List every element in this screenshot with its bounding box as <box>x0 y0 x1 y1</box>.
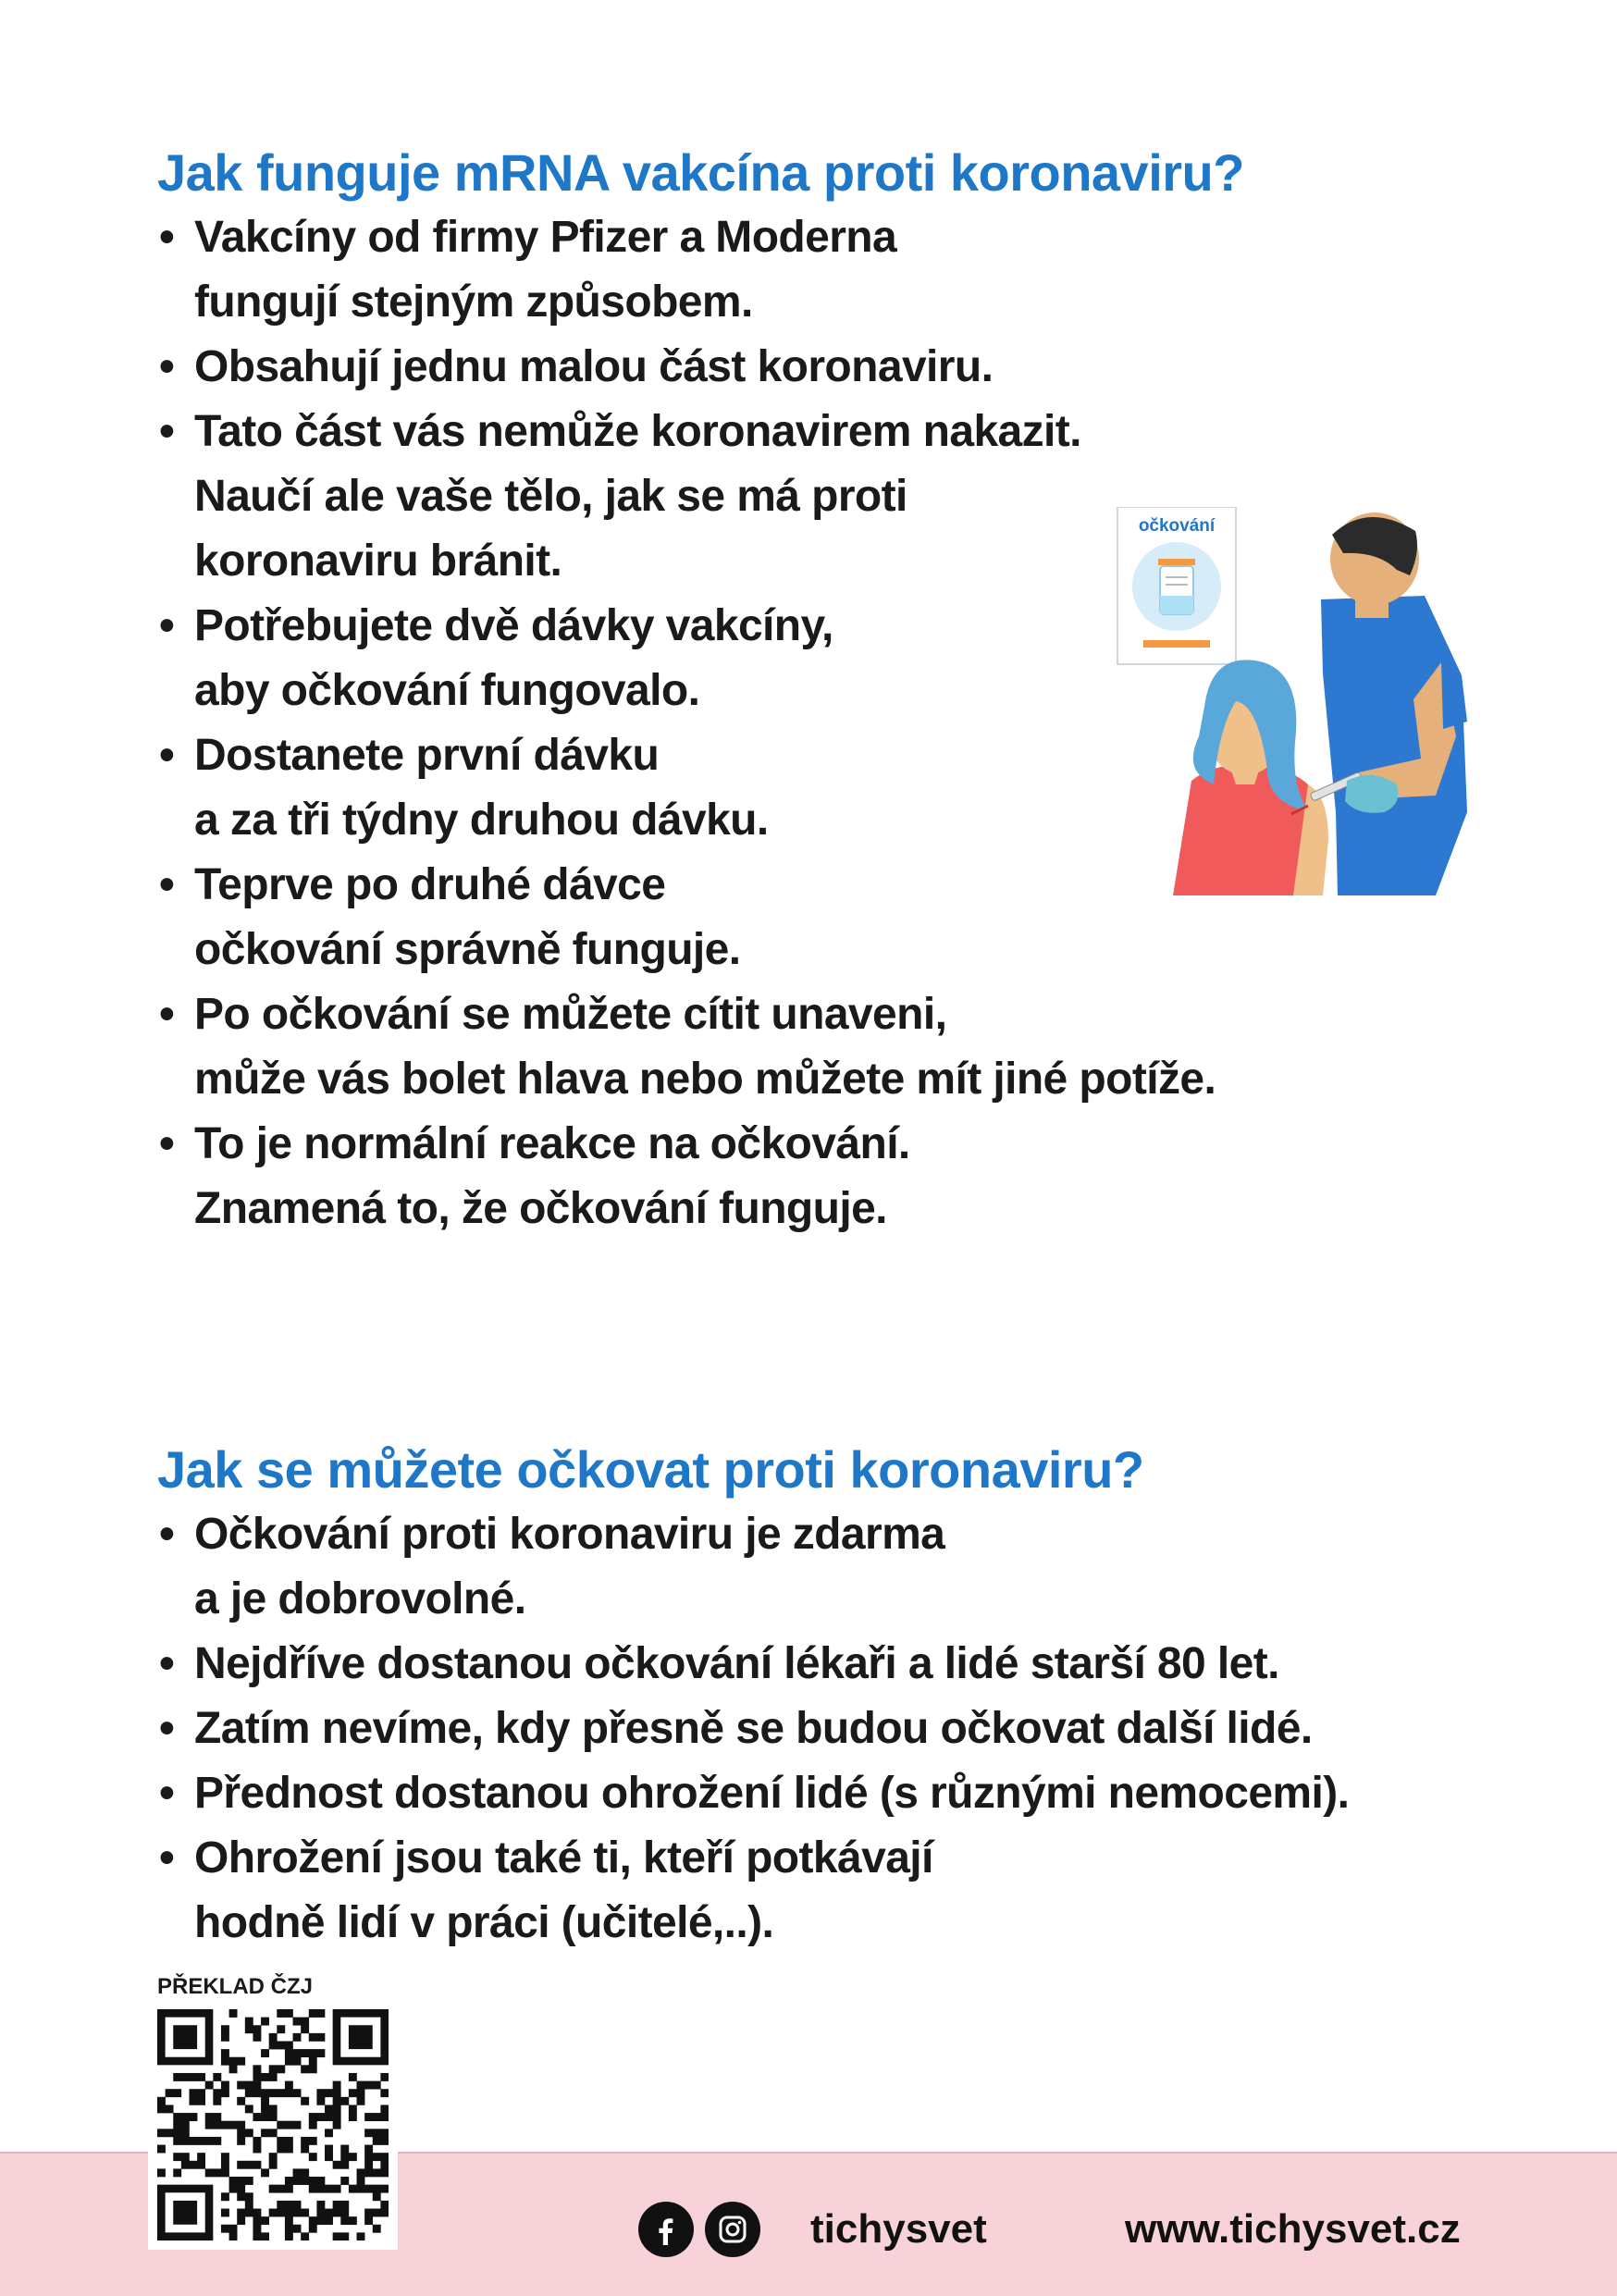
bullet-item: • Zatím nevíme, kdy přesně se budou očkovat další lidé. <box>157 1697 1489 1761</box>
bullet-dot: • <box>159 213 175 262</box>
website-link[interactable]: www.tichysvet.cz <box>1125 2206 1461 2252</box>
bullet-item: • To je normální reakce na očkování. Znamená to, že očkování funguje. <box>157 1112 1489 1241</box>
qr-label: PŘEKLAD ČZJ <box>157 1974 314 1999</box>
bullet-item: • Nejdříve dostanou očkování lékaři a lidé starší 80 let. <box>157 1632 1489 1697</box>
bullet-item: • Ohrožení jsou také ti, kteří potkávají hodně lidí v práci (učitelé,..). <box>157 1826 1489 1956</box>
bullet-dot: • <box>159 1833 175 1882</box>
facebook-icon[interactable] <box>638 2202 694 2257</box>
bullet-dot: • <box>159 1639 175 1688</box>
bullet-item: • Obsahují jednu malou část koronaviru. <box>157 335 1489 400</box>
bullet-item: • Přednost dostanou ohrožení lidé (s různými nemocemi). <box>157 1761 1489 1826</box>
section-1-title: Jak funguje mRNA vakcína proti koronaviru? <box>157 143 1244 202</box>
bullet-dot: • <box>159 1510 175 1559</box>
bullet-item: • Po očkování se můžete cítit unaveni, může vás bolet hlava nebo můžete mít jiné potíže. <box>157 982 1489 1112</box>
bullet-item: • Vakcíny od firmy Pfizer a Moderna fungují stejným způsobem. <box>157 205 1489 335</box>
bullet-dot: • <box>159 1769 175 1818</box>
qr-code[interactable] <box>148 2000 398 2250</box>
bullet-dot: • <box>159 990 175 1039</box>
bullet-item: • Potřebujete dvě dávky vakcíny, aby očkování fungovalo. <box>157 594 1489 723</box>
section-2-bullet-list <box>157 1502 1489 1956</box>
bullet-item: • Dostanete první dávku a za tři týdny druhou dávku. <box>157 723 1489 853</box>
poster-label: očkování <box>1138 516 1216 536</box>
social-links <box>638 2200 771 2259</box>
bullet-dot: • <box>159 860 175 909</box>
instagram-icon[interactable] <box>705 2202 760 2257</box>
bullet-dot: • <box>159 407 175 456</box>
bullet-item: • Očkování proti koronaviru je zdarma a je dobrovolné. <box>157 1502 1489 1632</box>
bullet-dot: • <box>159 1704 175 1753</box>
section-2-title: Jak se můžete očkovat proti koronaviru? <box>157 1440 1144 1499</box>
bullet-dot: • <box>159 731 175 780</box>
bullet-dot: • <box>159 1119 175 1168</box>
social-handle[interactable]: tichysvet <box>810 2206 987 2252</box>
bullet-item: • Teprve po druhé dávce očkování správně funguje. <box>157 853 1489 982</box>
qr-code-icon <box>157 2009 389 2240</box>
bullet-dot: • <box>159 601 175 650</box>
bullet-dot: • <box>159 342 175 391</box>
bullet-item: • Tato část vás nemůže koronavirem nakazit. Naučí ale vaše tělo, jak se má proti koronaviru bránit. <box>157 400 1489 594</box>
section-how-to-vaccinate <box>157 1438 1489 1956</box>
vaccination-illustration <box>1073 507 1480 905</box>
vaccination-scene-image <box>1073 507 1480 905</box>
